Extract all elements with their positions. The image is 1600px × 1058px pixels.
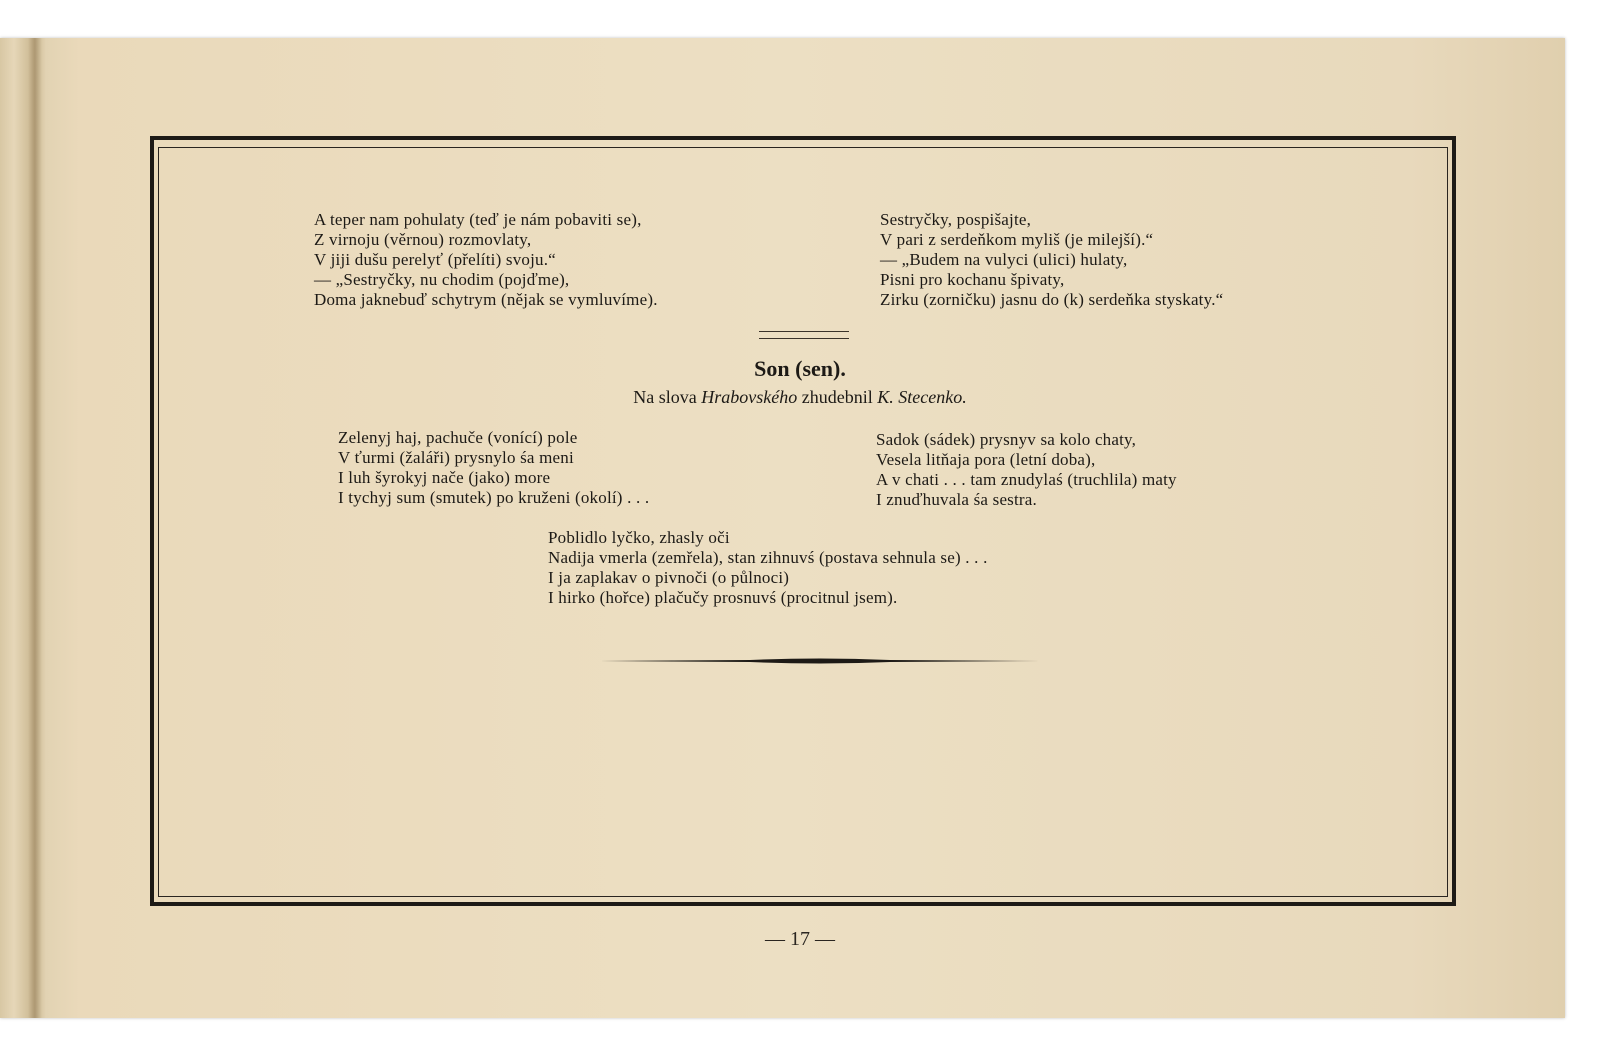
verse-line: A v chati . . . tam znudylaś (truchlila) maty	[876, 470, 1177, 489]
verse-line: A teper nam pohulaty (teď je nám pobaviti se),	[314, 210, 642, 229]
song-subtitle	[560, 386, 1040, 408]
verse-line: I luh šyrokyj nače (jako) more	[338, 468, 551, 487]
verse-line: V jiji dušu perelyť (přelíti) svoju.“	[314, 250, 556, 269]
stanza-top-right	[880, 210, 1223, 310]
verse-line: Sestryčky, pospišajte,	[880, 210, 1032, 229]
section-divider	[759, 331, 849, 339]
verse-line: Doma jaknebuď schytrym (nějak se vymluvíme).	[314, 290, 658, 309]
stanza-top-left	[314, 210, 658, 310]
verse-line: Sadok (sádek) prysnyv sa kolo chaty,	[876, 430, 1137, 449]
verse-line: Zelenyj haj, pachuče (vonící) pole	[338, 428, 578, 447]
verse-line: Z virnoju (věrnou) rozmovlaty,	[314, 230, 532, 249]
verse-line: I tychyj sum (smutek) po kruženi (okolí) . . .	[338, 488, 650, 507]
verse-line: Zirku (zorničku) jasnu do (k) serdeňka styskaty.“	[880, 290, 1224, 309]
stanza-song-left	[338, 428, 649, 508]
verse-line: Nadija vmerla (zemřela), stan zihnuvś (postava sehnula se) . . .	[548, 548, 988, 567]
verse-line: I hirko (hořce) plačučy prosnuvś (procitnul jsem).	[548, 588, 898, 607]
page-number: — 17 —	[765, 928, 835, 950]
song-title: Son (sen).	[754, 356, 846, 381]
subtitle-middle: zhudebnil	[797, 387, 878, 407]
verse-line: V ťurmi (žaláři) prysnylo śa meni	[338, 448, 574, 467]
verse-line: Vesela litňaja pora (letní doba),	[876, 450, 1096, 469]
verse-line: Poblidlo lyčko, zhasly oči	[548, 528, 730, 547]
book-gutter	[28, 38, 42, 1018]
verse-line: — „Sestryčky, nu chodim (pojďme),	[314, 270, 570, 289]
verse-line: — „Budem na vulyci (ulici) hulaty,	[880, 250, 1128, 269]
subtitle-prefix: Na slova	[633, 387, 702, 407]
verse-line: V pari z serdeňkom myliš (je milejší).“	[880, 230, 1154, 249]
composer-name: K. Stecenko.	[877, 387, 967, 407]
verse-line: I znuďhuvala śa sestra.	[876, 490, 1037, 509]
end-ornament-icon	[600, 655, 1040, 667]
stanza-song-right	[876, 430, 1177, 510]
verse-line: I ja zaplakav o pivnoči (o půlnoci)	[548, 568, 790, 587]
verse-line: Pisni pro kochanu špivaty,	[880, 270, 1065, 289]
stanza-song-center	[548, 528, 988, 608]
lyricist-name: Hrabovského	[701, 387, 798, 407]
